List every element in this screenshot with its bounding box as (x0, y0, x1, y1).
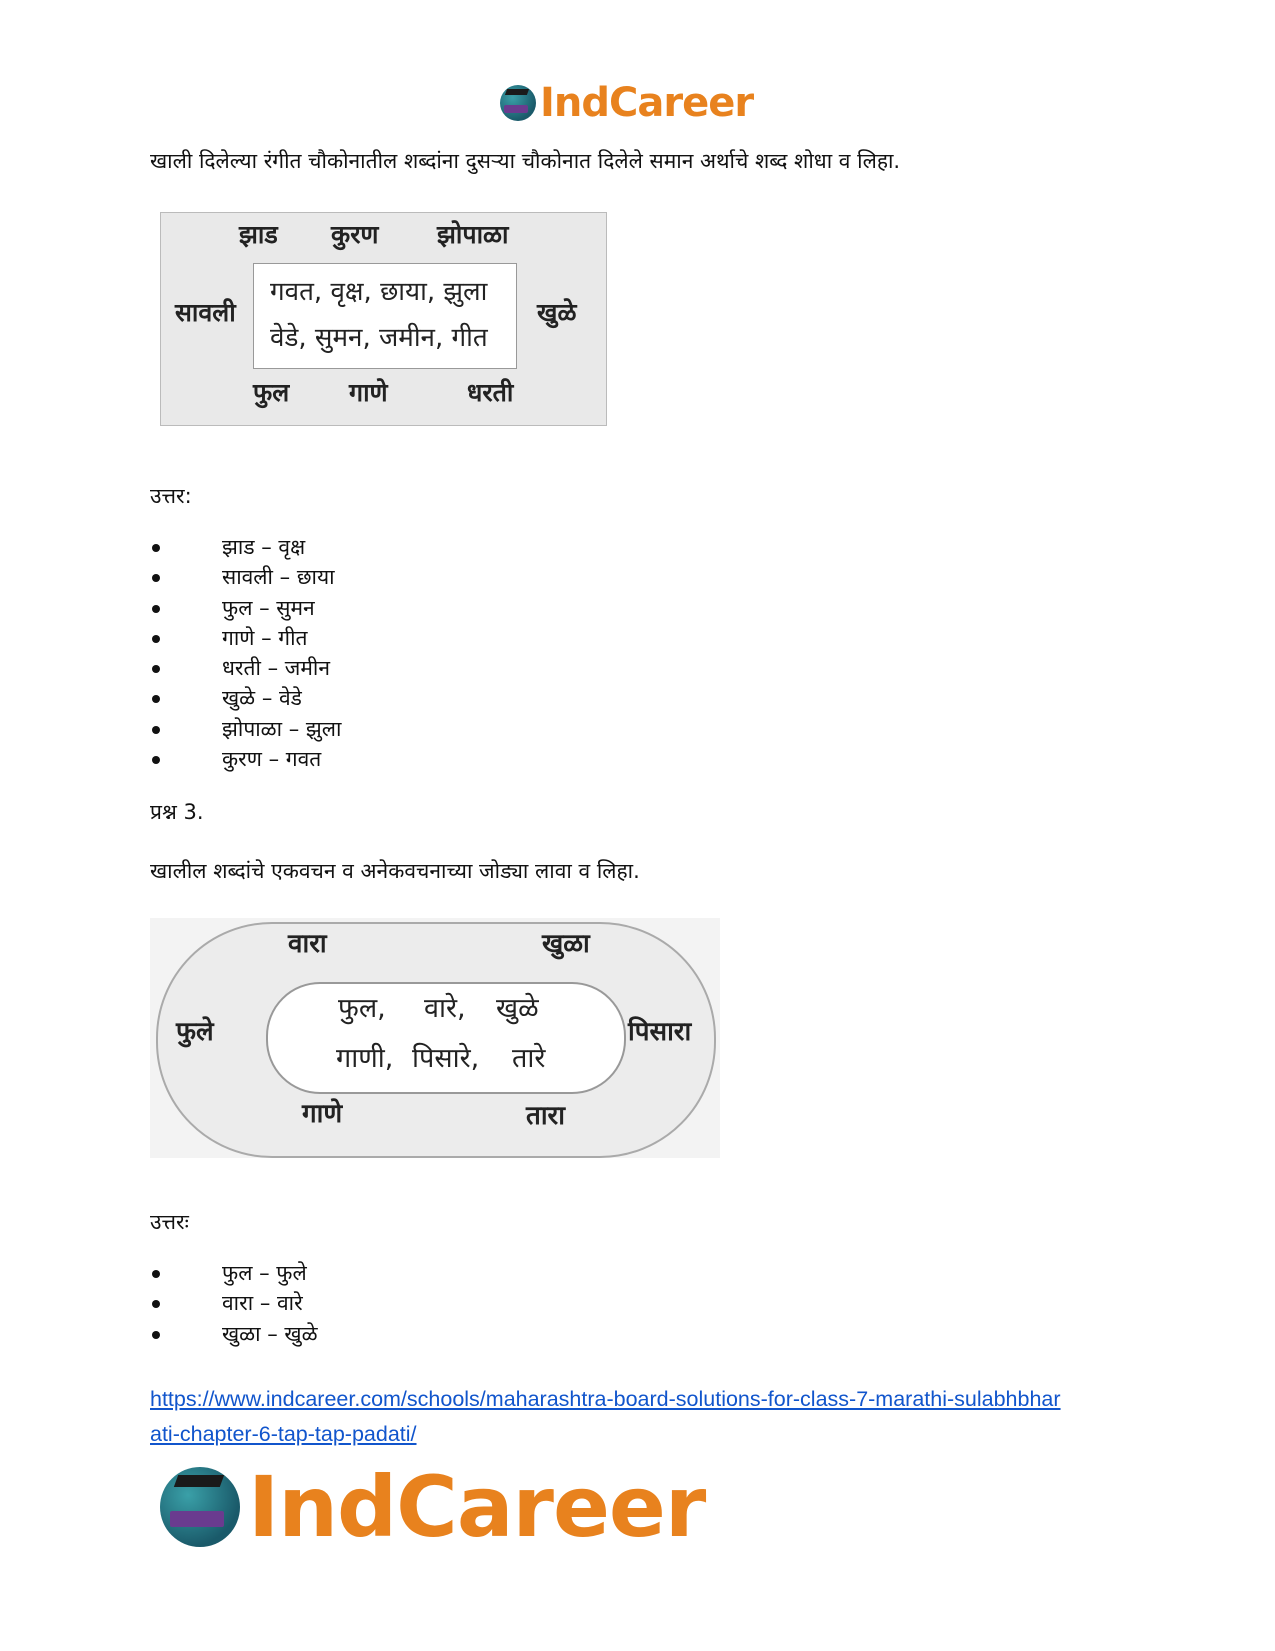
question-1-text: खाली दिलेल्या रंगीत चौकोनातील शब्दांना दुसऱ्या चौकोनात दिलेले समान अर्थाचे शब्द शोधा व लिहा. (150, 149, 901, 173)
inner-word: खुळे (496, 993, 539, 1024)
inner-line: वेडे, सुमन, जमीन, गीत (270, 323, 488, 353)
footer-logo (160, 1458, 705, 1556)
figure-word: पिसारा (628, 1017, 692, 1047)
synonym-box-figure (160, 212, 607, 426)
header-logo (500, 80, 753, 126)
figure-word: फुल (253, 378, 290, 407)
inner-word: तारे (512, 1043, 546, 1074)
answer-label-1: उत्तर: (150, 484, 192, 508)
list-item: झाड – वृक्ष (186, 532, 341, 562)
link-line-2[interactable]: ati-chapter-6-tap-tap-padati/ (150, 1422, 417, 1446)
inner-word: फुल, (338, 993, 386, 1024)
list-item: सावली – छाया (186, 562, 341, 592)
graduation-globe-icon (500, 85, 536, 121)
list-item: वारा – वारे (186, 1288, 318, 1318)
list-item: फुल – सुमन (186, 593, 341, 623)
figure-word: वारा (288, 929, 327, 959)
graduation-globe-icon (160, 1467, 240, 1547)
figure-word: सावली (175, 298, 236, 327)
link-line-1[interactable]: https://www.indcareer.com/schools/maharashtra-board-solutions-for-class-7-marathi-sulabhbhar (150, 1387, 1061, 1411)
list-item: खुळे – वेडे (186, 683, 341, 713)
figure-word: खुळा (542, 929, 590, 959)
figure-word: धरती (467, 378, 514, 407)
figure-word: तारा (526, 1101, 565, 1131)
source-link[interactable] (150, 1382, 1130, 1452)
inner-word: पिसारे, (412, 1043, 480, 1074)
figure-word: झोपाळा (437, 220, 509, 249)
figure-word: खुळे (537, 298, 577, 327)
figure-word: फुले (176, 1017, 214, 1047)
inner-word: गाणी, (336, 1043, 394, 1074)
inner-word: वारे, (424, 993, 466, 1024)
question-3-heading: प्रश्न 3. (150, 800, 204, 824)
answer-list-3 (186, 1258, 318, 1349)
figure-word: गाणे (302, 1099, 343, 1129)
logo-text: IndCareer (540, 80, 754, 126)
figure-word: गाणे (349, 378, 388, 407)
list-item: गाणे – गीत (186, 623, 341, 653)
list-item: कुरण – गवत (186, 744, 341, 774)
inner-line: गवत, वृक्ष, छाया, झुला (270, 277, 488, 307)
figure-word: कुरण (331, 220, 379, 249)
answer-list-1 (186, 532, 341, 774)
list-item: धरती – जमीन (186, 653, 341, 683)
list-item: झोपाळा – झुला (186, 714, 341, 744)
logo-text: IndCareer (248, 1458, 706, 1556)
figure-word: झाड (239, 220, 278, 249)
question-3-text: खालील शब्दांचे एकवचन व अनेकवचनाच्या जोड्या लावा व लिहा. (150, 859, 640, 883)
list-item: फुल – फुले (186, 1258, 318, 1288)
plural-oval-figure (150, 918, 720, 1158)
figure-inner-box (253, 263, 517, 369)
answer-label-3: उत्तरः (150, 1210, 189, 1234)
list-item: खुळा – खुळे (186, 1319, 318, 1349)
